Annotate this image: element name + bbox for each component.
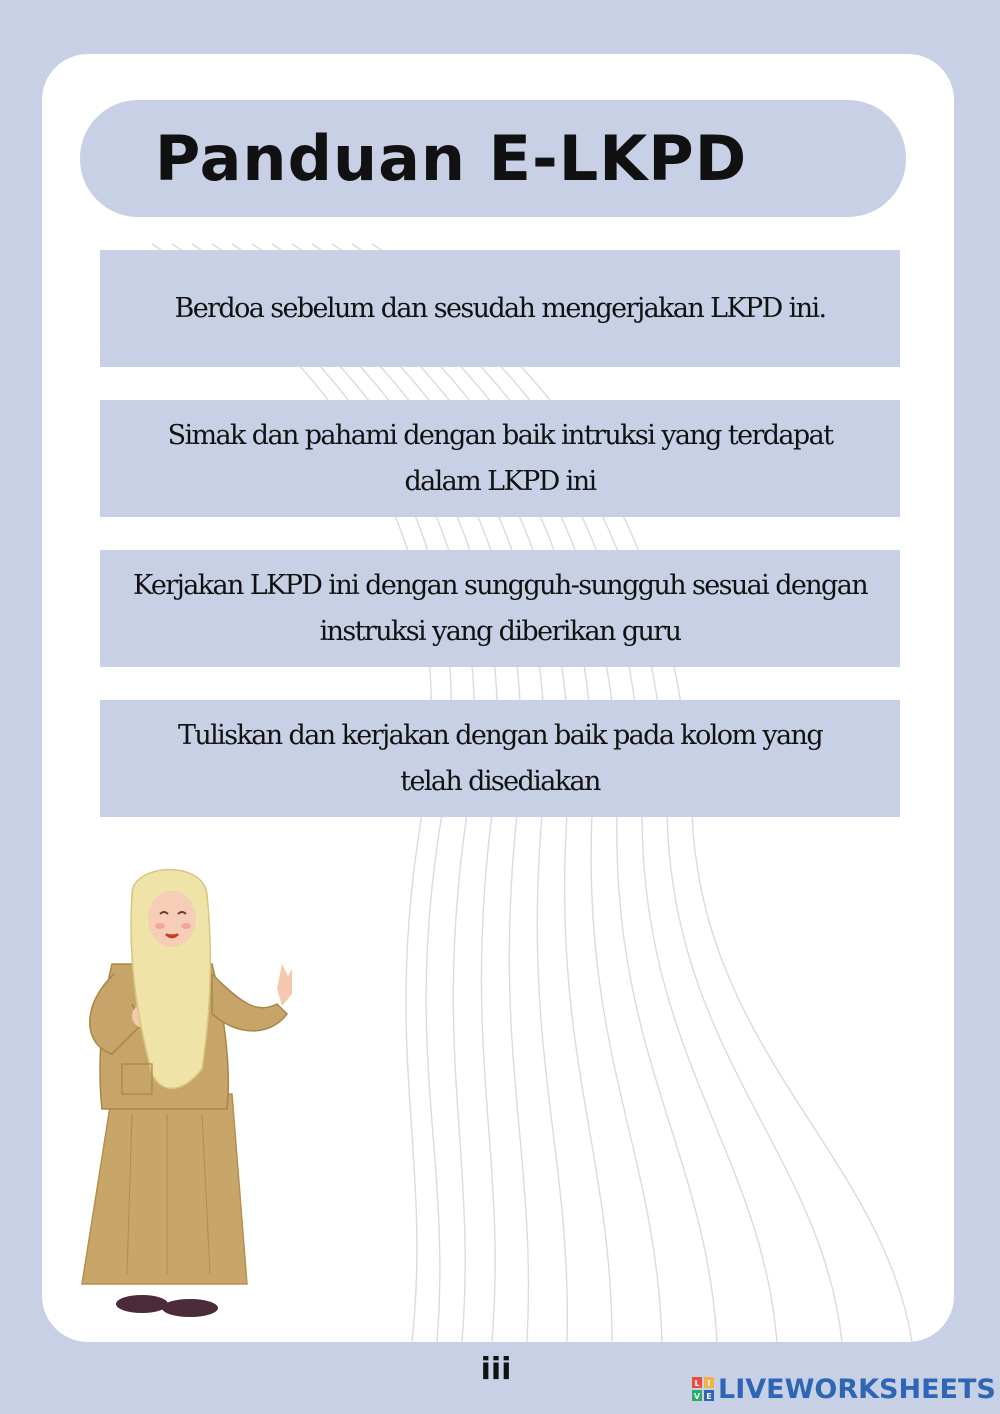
liveworksheets-brand[interactable] <box>692 1372 996 1406</box>
instruction-text-3 <box>123 563 877 655</box>
page-number: iii <box>480 1352 512 1387</box>
instruction-text-3-line-1: Kerjakan LKPD ini dengan sungguh-sungguh sesuai dengan <box>132 569 868 601</box>
page-title: Panduan E-LKPD <box>154 122 748 195</box>
instruction-text-4 <box>168 713 832 805</box>
instruction-text-1 <box>164 286 835 332</box>
instruction-panel-3 <box>100 550 900 667</box>
instruction-text-4-line-1: Tuliskan dan kerjakan dengan baik pada kolom yang <box>177 719 823 751</box>
instruction-panel-2 <box>100 400 900 517</box>
instruction-text-3-line-2: instruksi yang diberikan guru <box>319 615 681 647</box>
svg-text:L: L <box>694 1379 700 1388</box>
instruction-text-1-line-1: Berdoa sebelum dan sesudah mengerjakan LKPD ini. <box>174 292 826 324</box>
title-banner <box>80 100 906 217</box>
instruction-panel-1 <box>100 250 900 367</box>
liveworksheets-logo-icon <box>692 1377 714 1401</box>
instruction-text-2-line-2: dalam LKPD ini <box>404 465 596 497</box>
svg-text:E: E <box>706 1392 712 1401</box>
teacher-illustration <box>72 864 292 1324</box>
instruction-text-4-line-2: telah disediakan <box>400 765 600 797</box>
instruction-text-2 <box>158 413 843 505</box>
instruction-text-2-line-1: Simak dan pahami dengan baik intruksi yang terdapat <box>167 419 833 451</box>
brand-name: LIVEWORKSHEETS <box>718 1373 996 1405</box>
instruction-panel-4 <box>100 700 900 817</box>
svg-text:V: V <box>693 1392 701 1401</box>
guide-card <box>42 54 954 1342</box>
svg-text:I: I <box>707 1379 711 1388</box>
